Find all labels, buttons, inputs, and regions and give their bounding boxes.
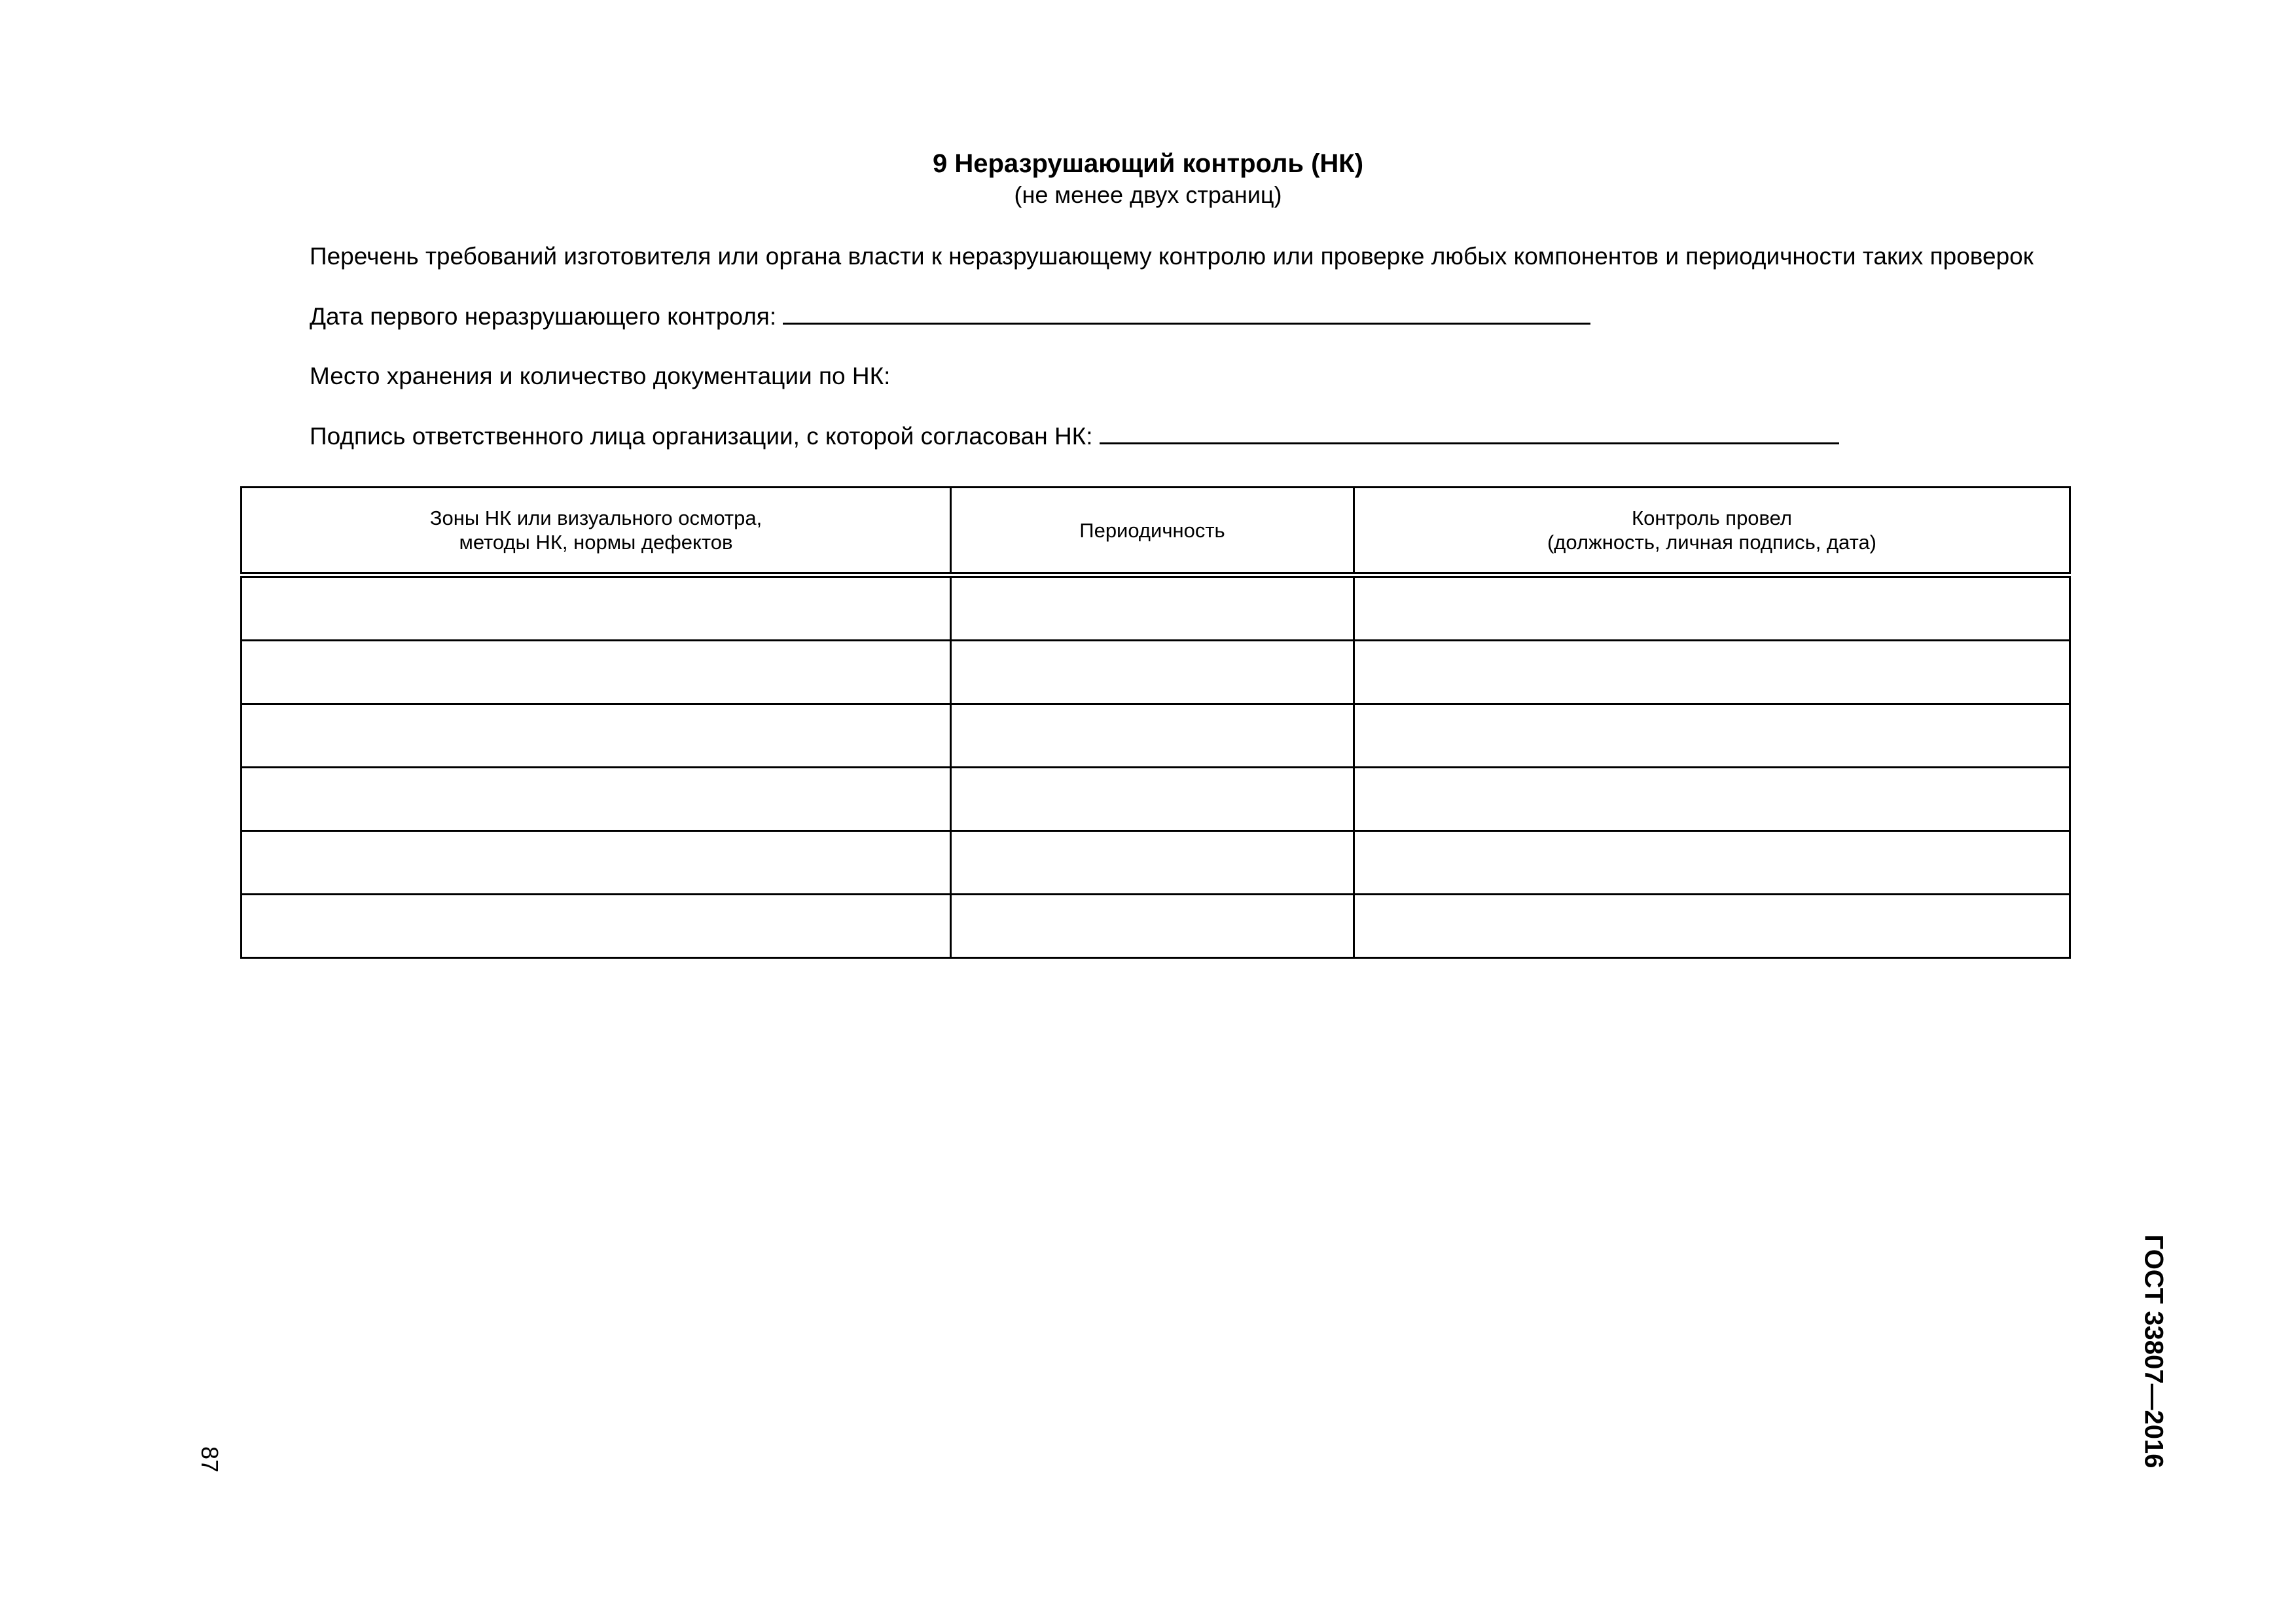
table-row <box>242 831 2070 895</box>
page-number: 87 <box>196 1446 223 1473</box>
standard-code-container <box>2134 1224 2173 1479</box>
header-periodicity <box>951 488 1354 575</box>
table-row <box>242 768 2070 831</box>
header-periodicity-label: Периодичность <box>1079 518 1225 542</box>
header-inspected-by-line1: Контроль провел <box>1632 507 1792 529</box>
table-header-row <box>242 488 2070 575</box>
table-cell-inspected-by[interactable] <box>1354 704 2070 768</box>
table-cell-inspected-by[interactable] <box>1354 575 2070 641</box>
header-inspected-by <box>1354 488 2070 575</box>
requirements-text: Перечень требований изготовителя или органа власти к неразрушающему контролю или проверке любых компонентов и периодичности таких проверок <box>310 243 2034 270</box>
table-cell-zones[interactable] <box>242 575 951 641</box>
section-title: 9 Неразрушающий контроль (НК) <box>932 149 1364 178</box>
table-cell-zones[interactable] <box>242 768 951 831</box>
header-inspected-by-line2: (должность, личная подпись, дата) <box>1547 531 1877 554</box>
table-cell-inspected-by[interactable] <box>1354 768 2070 831</box>
standard-code: ГОСТ 33807—2016 <box>2139 1234 2168 1469</box>
header-zones-methods <box>242 488 951 575</box>
signature-field[interactable] <box>1100 423 1839 444</box>
table-cell-zones[interactable] <box>242 641 951 704</box>
table-row <box>242 575 2070 641</box>
table-row <box>242 895 2070 958</box>
table-cell-periodicity[interactable] <box>951 895 1354 958</box>
header-zones-methods-line1: Зоны НК или визуального осмотра, <box>429 507 762 529</box>
table-cell-zones[interactable] <box>242 704 951 768</box>
table-cell-periodicity[interactable] <box>951 575 1354 641</box>
table-cell-inspected-by[interactable] <box>1354 895 2070 958</box>
signature-row <box>310 422 1839 451</box>
ndt-table <box>240 486 2071 959</box>
documentation-row <box>310 362 890 391</box>
table-cell-inspected-by[interactable] <box>1354 831 2070 895</box>
header-zones-methods-line2: методы НК, нормы дефектов <box>459 531 733 554</box>
table-cell-zones[interactable] <box>242 831 951 895</box>
section-subtitle: (не менее двух страниц) <box>1014 181 1282 208</box>
table-cell-periodicity[interactable] <box>951 831 1354 895</box>
ndt-table-wrapper <box>240 486 2069 959</box>
documentation-label: Место хранения и количество документации по НК: <box>310 363 891 389</box>
first-ndt-date-field[interactable] <box>783 303 1590 325</box>
table-cell-periodicity[interactable] <box>951 704 1354 768</box>
table-cell-zones[interactable] <box>242 895 951 958</box>
table-row <box>242 641 2070 704</box>
page-number-container <box>193 1440 226 1479</box>
table-row <box>242 704 2070 768</box>
first-ndt-date-row <box>310 302 1590 331</box>
table-cell-inspected-by[interactable] <box>1354 641 2070 704</box>
signature-label: Подпись ответственного лица организации, с которой согласован НК: <box>310 423 1093 450</box>
first-ndt-date-label: Дата первого неразрушающего контроля: <box>310 303 777 330</box>
table-cell-periodicity[interactable] <box>951 768 1354 831</box>
table-cell-periodicity[interactable] <box>951 641 1354 704</box>
